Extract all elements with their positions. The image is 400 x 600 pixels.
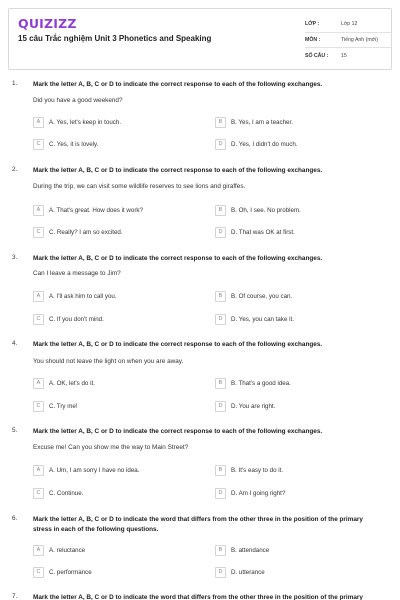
- option-d[interactable]: [215, 400, 275, 412]
- option-text: A. Um, I am sorry I have no idea.: [49, 466, 140, 474]
- option-a[interactable]: [33, 464, 139, 476]
- option-d[interactable]: [215, 226, 295, 238]
- option-b[interactable]: [215, 544, 269, 556]
- option-text: C. performance: [49, 568, 92, 576]
- option-letter-box: C: [33, 567, 44, 578]
- meta-label: MÔN :: [305, 36, 321, 43]
- question-instruction: Mark the letter A, B, C or D to indicate the correct response to each of the following exchanges.: [33, 81, 323, 88]
- option-a[interactable]: [33, 116, 121, 128]
- option-d[interactable]: [215, 313, 294, 325]
- question-instruction: Mark the letter A, B, C or D to indicate the word that differs from the other three in the position of the primary stress in each of the following questions.: [33, 516, 363, 533]
- option-text: D. utterance: [231, 568, 265, 576]
- option-text: D. That was OK at first.: [231, 228, 295, 236]
- question-instruction: Mark the letter A, B, C or D to indicate the correct response to each of the following exchanges.: [33, 341, 323, 348]
- option-letter-box: B: [215, 465, 226, 476]
- option-d[interactable]: [215, 566, 265, 578]
- option-letter-box: D: [215, 227, 226, 238]
- option-letter-box: A: [33, 378, 44, 389]
- option-text: A. That's great. How does it work?: [49, 206, 143, 214]
- option-text: A. OK, let's do it.: [49, 379, 95, 387]
- meta-value: Lớp 12: [341, 21, 358, 28]
- option-text: B. It's easy to do it.: [231, 466, 284, 474]
- question-stem: Can I leave a message to Jim?: [33, 270, 121, 277]
- option-text: B. attendance: [231, 546, 270, 554]
- option-text: C. Continue.: [49, 489, 84, 497]
- option-a[interactable]: [33, 204, 143, 216]
- option-text: D. Yes, you can take it.: [231, 315, 294, 323]
- question-number: 5.: [12, 427, 18, 434]
- question-number: 7.: [12, 593, 18, 600]
- option-letter-box: B: [215, 545, 226, 556]
- option-letter-box: C: [33, 401, 44, 412]
- option-letter-box: D: [215, 401, 226, 412]
- option-c[interactable]: [33, 400, 78, 412]
- question-number: 4.: [12, 340, 18, 347]
- question-stem: During the trip, we can visit some wildlife reserves to see lions and giraffes.: [33, 183, 246, 190]
- meta-value: Tiếng Anh (mới): [341, 36, 378, 43]
- option-text: B. That's a good idea.: [231, 379, 291, 387]
- option-text: D. You are right.: [231, 402, 276, 410]
- option-c[interactable]: [33, 566, 92, 578]
- option-b[interactable]: [215, 116, 293, 128]
- meta-row-count: [305, 48, 391, 64]
- option-b[interactable]: [215, 204, 301, 216]
- option-text: C. If you don't mind.: [49, 315, 104, 323]
- option-text: C. Really? I am so excited.: [49, 228, 123, 236]
- question-number: 3.: [12, 254, 18, 261]
- option-letter-box: B: [215, 378, 226, 389]
- meta-row-class: [305, 17, 391, 33]
- option-letter-box: B: [215, 205, 226, 216]
- meta-table: [305, 17, 391, 64]
- option-letter-box: D: [215, 567, 226, 578]
- meta-label: LỚP :: [305, 21, 320, 28]
- option-text: A. reluctance: [49, 546, 86, 554]
- question-instruction: Mark the letter A, B, C or D to indicate the word that differs from the other three in the position of the primary: [33, 594, 363, 600]
- question-stem: You should not leave the light on when you are away.: [33, 358, 184, 365]
- option-letter-box: D: [215, 488, 226, 499]
- option-b[interactable]: [215, 377, 291, 389]
- option-letter-box: D: [215, 139, 226, 150]
- question-number: 2.: [12, 166, 18, 173]
- option-c[interactable]: [33, 487, 83, 499]
- option-b[interactable]: [215, 290, 292, 302]
- option-letter-box: C: [33, 227, 44, 238]
- option-a[interactable]: [33, 377, 95, 389]
- option-letter-box: D: [215, 314, 226, 325]
- option-text: C. Try me!: [49, 402, 78, 410]
- question-stem: Did you have a good weekend?: [33, 97, 123, 104]
- option-text: B. Yes, I am a teacher.: [231, 118, 293, 126]
- option-letter-box: B: [215, 117, 226, 128]
- document-title: 15 câu Trắc nghiệm Unit 3 Phonetics and Speaking: [18, 34, 212, 43]
- option-text: D. Am I going right?: [231, 489, 286, 497]
- quizizz-logo: QUIZIZZ: [18, 16, 77, 31]
- worksheet-header: [8, 8, 392, 70]
- option-text: B. Oh, I see. No problem.: [231, 206, 301, 214]
- option-letter-box: A: [33, 117, 44, 128]
- option-text: D. Yes, I didn't do much.: [231, 140, 298, 148]
- option-letter-box: B: [215, 291, 226, 302]
- meta-row-subject: [305, 33, 391, 49]
- question-number: 1.: [12, 80, 18, 87]
- option-text: B. Of course, you can.: [231, 292, 293, 300]
- option-a[interactable]: [33, 290, 117, 302]
- option-d[interactable]: [215, 138, 298, 150]
- option-c[interactable]: [33, 138, 98, 150]
- question-stem: Excuse me! Can you show me the way to Main Street?: [33, 444, 189, 451]
- option-letter-box: A: [33, 205, 44, 216]
- option-letter-box: C: [33, 314, 44, 325]
- option-letter-box: A: [33, 291, 44, 302]
- option-a[interactable]: [33, 544, 85, 556]
- meta-value: 15: [341, 52, 347, 59]
- question-instruction: Mark the letter A, B, C or D to indicate the correct response to each of the following exchanges.: [33, 167, 323, 174]
- meta-label: SỐ CÂU :: [305, 52, 329, 59]
- question-instruction: Mark the letter A, B, C or D to indicate the correct response to each of the following exchanges.: [33, 428, 323, 435]
- option-letter-box: C: [33, 488, 44, 499]
- option-letter-box: C: [33, 139, 44, 150]
- option-letter-box: A: [33, 545, 44, 556]
- question-instruction: Mark the letter A, B, C or D to indicate the correct response to each of the following exchanges.: [33, 255, 323, 262]
- question-number: 6.: [12, 515, 18, 522]
- option-d[interactable]: [215, 487, 285, 499]
- option-b[interactable]: [215, 464, 283, 476]
- option-letter-box: A: [33, 465, 44, 476]
- option-c[interactable]: [33, 313, 104, 325]
- option-text: A. Yes, let's keep in touch.: [49, 118, 122, 126]
- option-text: A. I'll ask him to call you.: [49, 292, 117, 300]
- option-text: C. Yes, it is lovely.: [49, 140, 99, 148]
- option-c[interactable]: [33, 226, 123, 238]
